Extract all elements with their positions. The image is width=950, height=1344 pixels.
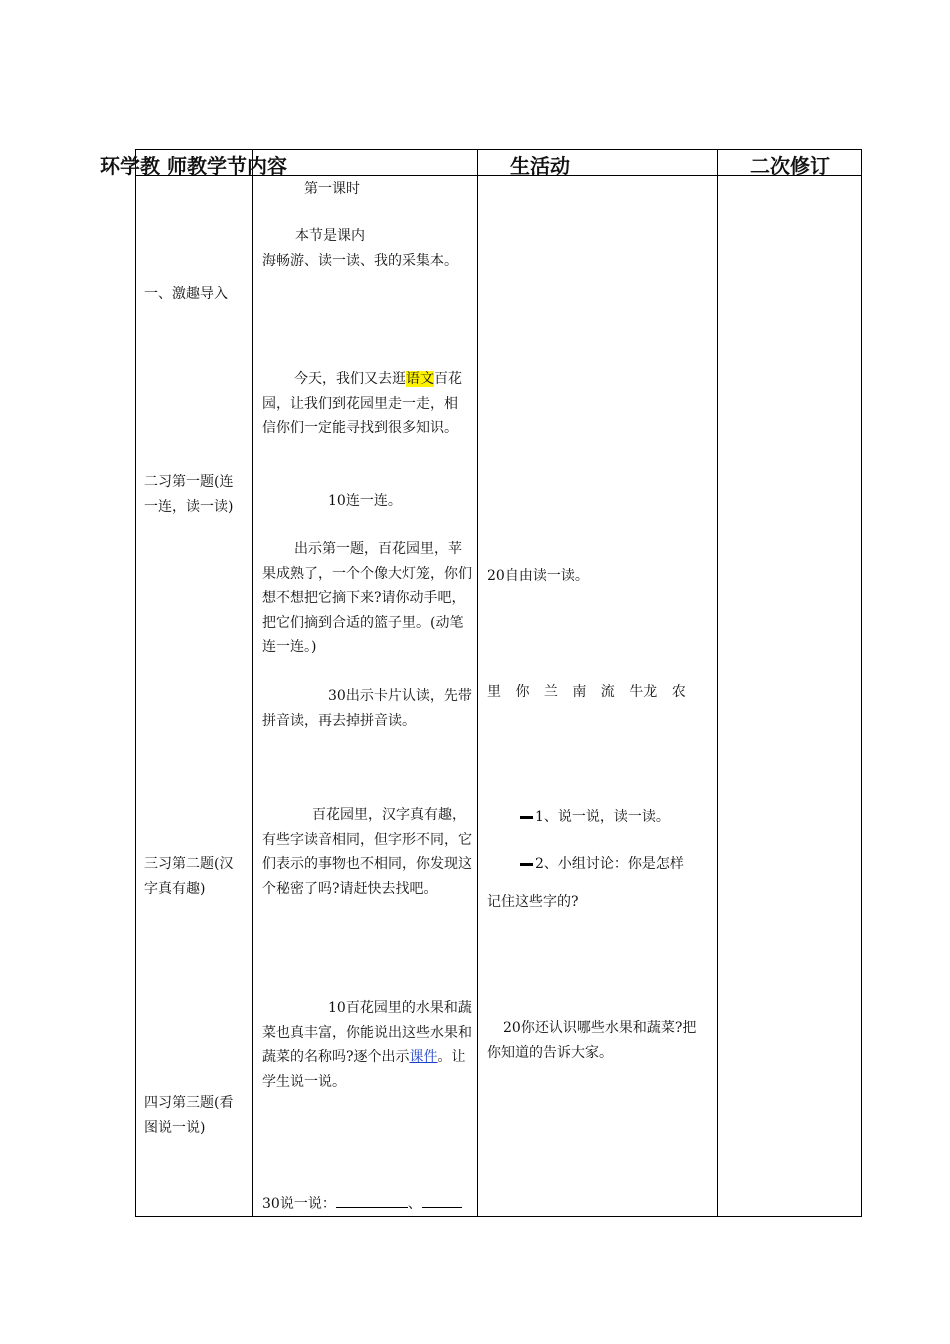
student-step-2: [520, 852, 684, 877]
teacher-intro-a: 本节是: [295, 228, 337, 244]
teacher-intro: [262, 224, 470, 273]
teacher-intro-b: 课内: [337, 228, 365, 244]
student-know-paragraph: 20你还认识哪些水果和蔬菜?把你知道的告诉大家。: [487, 1020, 697, 1061]
col-divider-2: [477, 149, 478, 1217]
teacher-today-a: 今天，我们又去逛: [294, 371, 406, 387]
header-col-teaching-text: 环学教 师教学节: [100, 154, 247, 178]
teacher-today-paragraph: [262, 367, 470, 441]
student-character-list: 里 你 兰 南 流 牛龙 农: [487, 684, 686, 700]
fill-blank-1[interactable]: [336, 1193, 408, 1208]
student-step-2-cont: 记住这些字的?: [487, 894, 579, 910]
header-col-teaching: [100, 150, 287, 179]
highlighted-yuwen: 语文: [406, 371, 434, 387]
teacher-hanzi-paragraph: 百花园里，汉字真有趣，有些字读音相同，但字形不同，它们表示的事物也不相同，你发现这个秘密了吗?请赶快去找吧。: [262, 807, 472, 897]
table-bottom-border: [135, 1216, 862, 1217]
student-free-read: 20自由读一读。: [487, 568, 589, 584]
section-label-intro: 一、激趣导入: [144, 286, 228, 302]
student-step-1: [520, 805, 670, 830]
teacher-fruit-a: 10百花园里的水果和蔬菜也真丰富，你能说出这些水果和蔬菜的名称吗?逐个出示: [262, 1000, 472, 1065]
teacher-fruit-paragraph: [262, 996, 472, 1094]
teacher-show-paragraph: 出示第一题，百花园里，苹果成熟了，一个个像大灯笼，你们想不想把它摘下来?请你动手吧，把它们摘到合适的篮子里。(动笔连一连。): [262, 541, 472, 655]
student-step-1-text: 1、说一说，读一读。: [535, 809, 670, 825]
teacher-fruit-b: 。让学生说一说。: [262, 1049, 466, 1090]
col-divider-1: [252, 149, 253, 1217]
col-divider-3: [717, 149, 718, 1217]
teacher-say-line: [262, 1192, 474, 1217]
header-col-student: 生活动: [510, 154, 570, 178]
fill-blank-2[interactable]: [422, 1193, 462, 1208]
section-label-exercise-1: 二习第一题(连一连，读一读): [144, 474, 234, 515]
dash-mark-icon: [520, 863, 533, 866]
section-label-exercise-3: 四习第三题(看图说一说): [144, 1095, 234, 1136]
header-col-revision: 二次修订: [750, 154, 830, 178]
teacher-card-paragraph: 30出示卡片认读，先带拼音读，再去掉拼音读。: [262, 688, 472, 729]
teacher-say-sep: 、: [407, 1196, 422, 1212]
student-step-2-text: 2、小组讨论：你是怎样: [535, 856, 684, 872]
teacher-today-b: 百花园，让我们到花园里走一走，相信你们一定能寻找到很多知识。: [262, 371, 462, 436]
table-right-border: [861, 149, 862, 1217]
teacher-say-label: 30说一说：: [262, 1196, 336, 1212]
dash-mark-icon: [520, 816, 533, 819]
section-label-exercise-2: 三习第二题(汉字真有趣): [144, 856, 234, 897]
table-left-border: [135, 149, 136, 1217]
courseware-link[interactable]: 课件: [409, 1049, 438, 1065]
header-col-teaching-text-b: 内容: [246, 154, 287, 178]
teacher-intro-c: 海畅游、读一读、我的采集本。: [262, 252, 458, 269]
lesson-title: 第一课时: [304, 181, 360, 197]
teacher-link-step: 10连一连。: [328, 493, 402, 509]
